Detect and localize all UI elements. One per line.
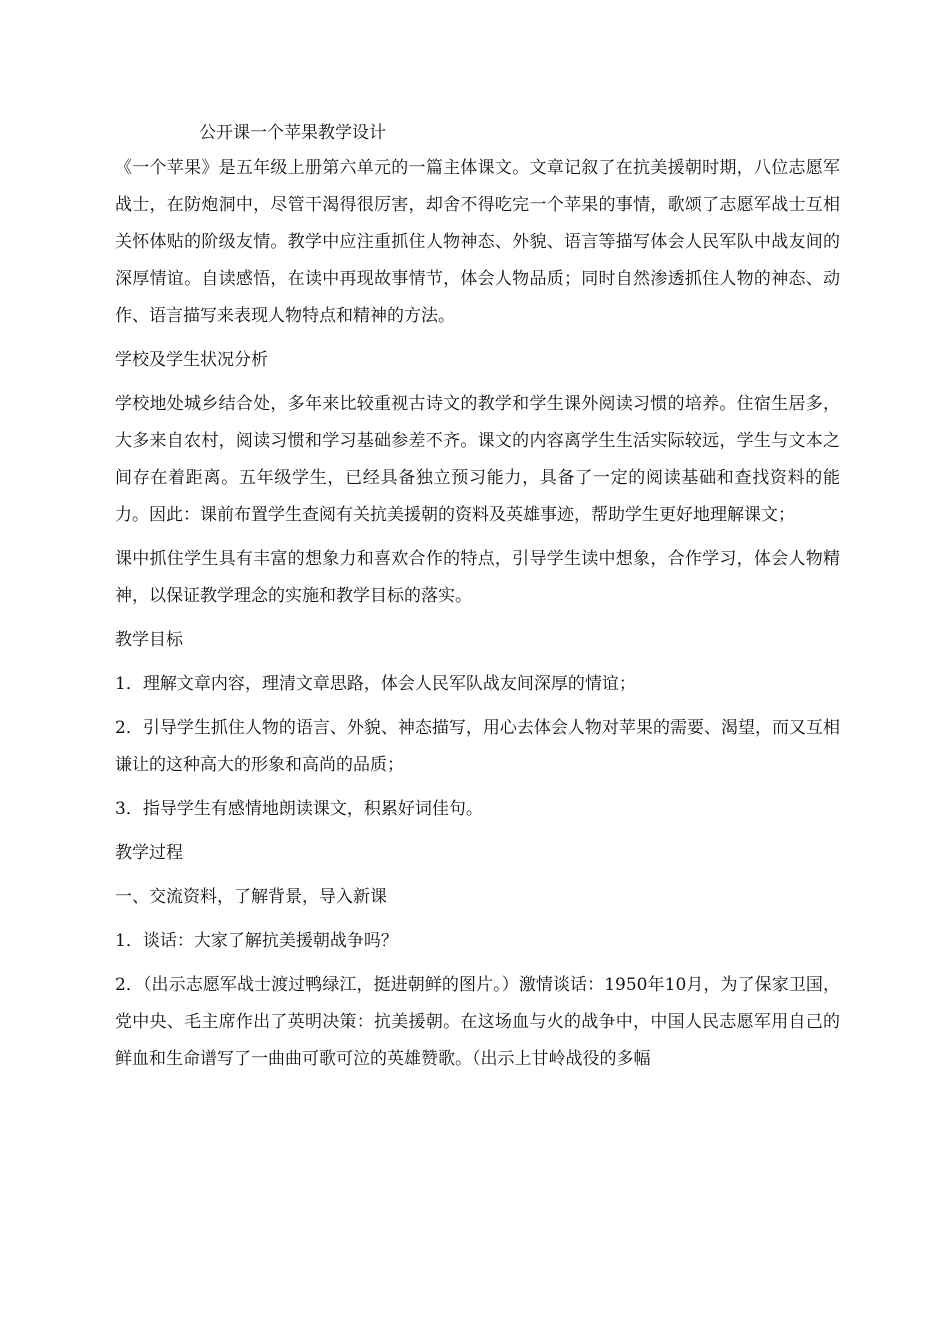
- analysis-paragraph: 学校地处城乡结合处，多年来比较重视古诗文的教学和学生课外阅读习惯的培养。住宿生居多，大多来自农村，阅读习惯和学习基础参差不齐。课文的内容离学生生活实际较远，学生与文本之间存在着距离。五年级学生，已经具备独立预习能力，具备了一定的阅读基础和查找资料的能力。因此：课前布置学生查阅有关抗美援朝的资料及英雄事迹，帮助学生更好地理解课文；: [115, 394, 840, 525]
- process-step-heading: 一、交流资料，了解背景，导入新课: [115, 887, 387, 907]
- document-body: [115, 118, 840, 1078]
- process-item-1: 1．谈话：大家了解抗美援朝战争吗？: [115, 931, 398, 951]
- section-heading-process: 教学过程: [115, 843, 183, 863]
- goal-item-2: 2．引导学生抓住人物的语言、外貌、神态描写，用心去体会人物对苹果的需要、渴望，而又互相谦让的这种高大的形象和高尚的品质；: [115, 718, 840, 775]
- process-item-2: 2．（出示志愿军战士渡过鸭绿江，挺进朝鲜的图片。）激情谈话：1950年10月，为了保家卫国，党中央、毛主席作出了英明决策：抗美援朝。在这场血与火的战争中，中国人民志愿军用自己的鲜血和生命谱写了一曲曲可歌可泣的英雄赞歌。（出示上甘岭战役的多幅: [115, 975, 840, 1069]
- section-heading-goals: 教学目标: [115, 630, 183, 650]
- intro-paragraph: 《一个苹果》是五年级上册第六单元的一篇主体课文。文章记叙了在抗美援朝时期，八位志愿军战士，在防炮洞中，尽管干渴得很厉害，却舍不得吃完一个苹果的事情，歌颂了志愿军战士互相关怀体贴的阶级友情。教学中应注重抓住人物神态、外貌、语言等描写体会人民军队中战友间的深厚情谊。自读感悟，在读中再现故事情节，体会人物品质；同时自然渗透抓住人物的神态、动作、语言描写来表现人物特点和精神的方法。: [115, 158, 840, 326]
- analysis-paragraph-2: 课中抓住学生具有丰富的想象力和喜欢合作的特点，引导学生读中想象，合作学习，体会人物精神，以保证教学理念的实施和教学目标的落实。: [115, 549, 840, 606]
- section-heading-analysis: 学校及学生状况分析: [115, 350, 268, 370]
- goal-item-3: 3．指导学生有感情地朗读课文，积累好词佳句。: [115, 799, 483, 819]
- document-title: 公开课一个苹果教学设计: [199, 123, 386, 143]
- goal-item-1: 1．理解文章内容，理清文章思路，体会人民军队战友间深厚的情谊；: [115, 674, 636, 694]
